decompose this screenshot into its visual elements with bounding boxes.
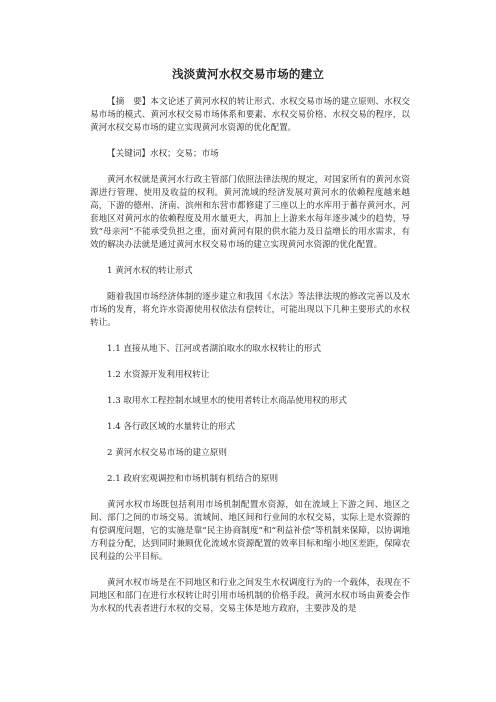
section-2-1-paragraph-2: 黄河水权市场是在不同地区和行业之间发生水权调度行为的一个载体，表现在不同地区和部门在进行水权转让时引用市场机制的价格手段。黄河水权市场由黄委会作为水权的代表者进行水权的交易，交易主体是地方政府，主要涉及的是 — [90, 578, 410, 614]
intro-paragraph: 黄河水权就是黄河水行政主管部门依照法律法规的规定，对国家所有的黄河水资源进行管理、使用及收益的权利。黄河流域的经济发展对黄河水的依赖程度越来越高，下游的德州、济南、滨州和东营市都修建了三座以上的水库用于蓄存黄河水，河套地区对黄河水的依赖程度及用水量更大，再加上上游来水每年逐步减少的趋势，导致“母亲河”不能承受负担之重，面对黄河有限的供水能力及日益增长的用水需求，有效的解决办法就是通过黄河水权交易市场的建立实现黄河水资源的优化配置。 — [90, 175, 410, 250]
subsection-heading-1-4: 1.4 各行政区域的水量转让的形式 — [107, 422, 236, 432]
section-2-1-paragraph-1: 黄河水权市场既包括利用市场机制配置水资源，如在流域上下游之间、地区之间、部门之间的市场交易。流域间、地区间和行业间的水权交易，实际上是水资源的有偿调度问题，它的实施是靠“民主协商制度”和“利益补偿”等机制来保障，以协调地方利益分配，达到同时兼顾优化流域水资源配置的效率目标和缩小地区差距，保障农民利益的公平目标。 — [90, 500, 410, 562]
section-heading-2: 2 黄河水权交易市场的建立原则 — [107, 448, 227, 458]
keywords: 【关键词】水权；交易；市场 — [107, 149, 219, 159]
subsection-heading-1-2: 1.2 水资源开发利用权转让 — [107, 370, 210, 380]
article-title: 浅淡黄河水权交易市场的建立 — [171, 67, 325, 81]
abstract: 【摘 要】本文论述了黄河水权的转让形式、水权交易市场的建立原则、水权交易市场的模式、黄河水权交易市场体系和要素、水权交易价格、水权交易的程序，以黄河水权交易市场的建立实现黄河水资源的优化配置。 — [90, 97, 410, 133]
section-1-paragraph: 随着我国市场经济体制的逐步建立和我国《水法》等法律法规的修改完善以及水市场的发育，将允许水资源使用权依法有偿转让，可能出现以下几种主要形式的水权转让。 — [90, 292, 410, 328]
subsection-heading-2-1: 2.1 政府宏观调控和市场机制有机结合的原则 — [107, 474, 279, 484]
subsection-heading-1-1: 1.1 直接从地下、江河或者湖泊取水的取水权转让的形式 — [107, 344, 322, 354]
subsection-heading-1-3: 1.3 取用水工程控制水域里水的使用者转让水商品使用权的形式 — [107, 396, 347, 406]
section-heading-1: 1 黄河水权的转让形式 — [107, 266, 193, 276]
article-body — [90, 96, 410, 629]
